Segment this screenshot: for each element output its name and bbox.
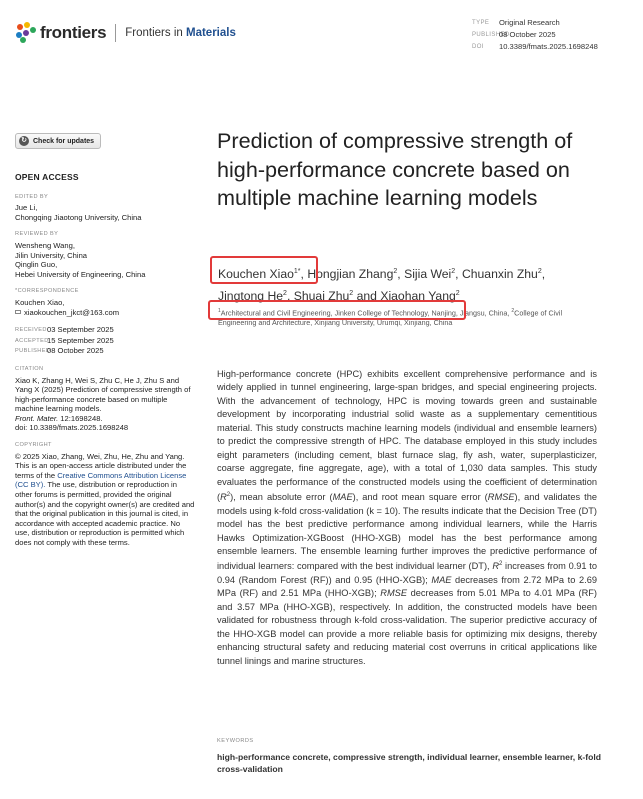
- article-title: Prediction of compressive strength of high-performance concrete based on multiple machine learning models: [217, 128, 573, 210]
- cc-license-link[interactable]: Creative Commons Attribution License (CC BY).: [15, 470, 187, 490]
- author-name[interactable]: Jingtong He: [218, 289, 284, 304]
- article-sidebar: [15, 173, 195, 556]
- citation-doi[interactable]: doi: 10.3389/fmats.2025.1698248: [15, 423, 129, 433]
- correspondence-section: [15, 287, 195, 317]
- published-label: PUBLISHED: [15, 348, 51, 355]
- received-date: 03 September 2025: [47, 325, 114, 335]
- frontiers-logo-icon: [15, 22, 37, 44]
- affiliation-2: College of Civil Engineering and Architecture, Xinjiang University, Urumqi, Xinjiang, China: [218, 308, 563, 328]
- author-sep: ,: [286, 289, 294, 304]
- author-sup: 2: [283, 290, 287, 298]
- author-name[interactable]: Kouchen Xiao: [218, 267, 294, 282]
- reviewer-name: Qinglin Guo,: [15, 260, 58, 270]
- correspondent-name: Kouchen Xiao,: [15, 297, 65, 307]
- abstract-mae: MAE: [332, 492, 353, 503]
- logo-wordmark: frontiers: [40, 23, 107, 42]
- copyright-label: COPYRIGHT: [15, 442, 52, 449]
- reviewer-affiliation: Hebei University of Engineering, China: [15, 269, 146, 279]
- reviewer-affiliation: Jilin University, China: [15, 250, 88, 260]
- abstract-rmse: RMSE: [380, 588, 408, 599]
- author-sup: 2: [537, 268, 542, 275]
- copyright-section: [15, 441, 195, 548]
- editor-name: Jue Li,: [15, 203, 38, 213]
- affiliation-1: Architectural and Civil Engineering, Jinken College of Technology, Nanjing, Jiangsu, China,: [220, 308, 512, 318]
- author-sup: 1*: [293, 268, 301, 275]
- logo-divider: [115, 24, 116, 42]
- author-name[interactable]: Shuai Zhu: [293, 289, 350, 304]
- check-updates-label: Check for updates: [33, 137, 95, 145]
- copyright-text-end: The use, distribution or reproduction in other forums is permitted, provided the original author(s) and the copyright owner(s) are credited and that the original publication in this journal is cited, in accordance with accepted academic practice. No use, distribution or reproduction is permitted which does not comply with these terms.: [15, 480, 195, 547]
- author-sep: ,: [455, 267, 462, 282]
- journal-prefix: Frontiers in: [125, 27, 183, 39]
- abstract: [217, 368, 597, 668]
- accepted-label: ACCEPTED: [15, 337, 49, 344]
- affiliation-highlight-box: [208, 300, 466, 320]
- check-for-updates-button[interactable]: [15, 133, 101, 149]
- accepted-date: 15 September 2025: [47, 335, 114, 345]
- author-sep: and: [353, 289, 381, 304]
- correspondence-label: *CORRESPONDENCE: [15, 288, 79, 295]
- abstract-text: increases from 0.91 to 0.94 (Random Forest (RF)) and 0.95 (HHO-XGB);: [217, 561, 597, 585]
- abstract-text: ), and validates the models using k-fold cross-validation (k = 10). The results indicate that the Decision Tree (DT) model has the best predictive performance among individual learners, while the Harris Hawks Optimization-XGBoost (HHO-XGB) model has the best performance among ensemble learners. The ensemble learning further improves the predictive performance of individual learners: compared with the best individual learner (DT),: [217, 492, 597, 572]
- keywords: high-performance concrete, compressive strength, individual learner, ensemble learner, k-fold cross-validation: [217, 752, 601, 774]
- journal-name: [125, 27, 236, 39]
- open-access-label: OPEN ACCESS: [15, 172, 79, 182]
- dates-section: [15, 325, 195, 357]
- author-sep: ,: [397, 267, 405, 282]
- meta-type-label: TYPE: [472, 20, 490, 26]
- article-meta: [472, 17, 598, 53]
- abstract-r2: R: [492, 561, 499, 572]
- abstract-text: ), and root mean square error (: [352, 492, 488, 503]
- citation-label: CITATION: [15, 365, 44, 372]
- author-name[interactable]: Chuanxin Zhu: [461, 267, 538, 282]
- meta-doi-value[interactable]: 10.3389/fmats.2025.1698248: [499, 42, 598, 51]
- check-updates-icon: ↻: [19, 136, 29, 146]
- author-sup: 2: [393, 268, 398, 275]
- abstract-text: decreases from 2.72 MPa to 2.69 MPa (RF) and 2.51 MPa (HHO-XGB);: [217, 574, 597, 599]
- author-sup: 2: [455, 290, 460, 298]
- mail-icon: [15, 310, 21, 314]
- author-name[interactable]: Sijia Wei: [404, 267, 452, 282]
- abstract-sup: 2: [499, 561, 503, 568]
- author-name[interactable]: Xiaohan Yang: [380, 289, 456, 304]
- abstract-r2: R: [220, 492, 227, 503]
- abstract-rmse: RMSE: [487, 492, 515, 503]
- author-sep: ,: [541, 267, 546, 282]
- editor-affiliation: Chongqing Jiaotong University, China: [15, 212, 142, 222]
- abstract-text: ), mean absolute error (: [230, 492, 333, 503]
- reviewed-by-label: REVIEWED BY: [15, 231, 59, 238]
- correspondent-email[interactable]: xiaokouchen_jkct@163.com: [24, 307, 120, 317]
- meta-type-value: Original Research: [499, 18, 560, 27]
- meta-doi-label: DOI: [472, 44, 484, 50]
- author-highlight-box: [210, 256, 318, 284]
- copyright-text: © 2025 Xiao, Zhang, Wei, Zhu, He, Zhu and Yang. This is an open-access article distributed under the terms of the: [15, 451, 187, 480]
- affil-sup: 2: [511, 308, 515, 314]
- edited-by-section: [15, 193, 195, 223]
- frontiers-logo[interactable]: [15, 22, 236, 44]
- citation-volume: 12:1698248.: [58, 413, 103, 423]
- affil-sup: 1: [218, 308, 221, 314]
- received-label: RECEIVED: [15, 327, 47, 334]
- citation-text: Xiao K, Zhang H, Wei S, Zhu C, He J, Zhu S and Yang X (2025) Prediction of compressive strength of high-performance concrete based on multiple machine learning models.: [15, 375, 191, 414]
- reviewed-by-section: [15, 230, 195, 279]
- abstract-text: High-performance concrete (HPC) exhibits excellent comprehensive performance and is widely applied in tunnel engineering, large-span bridges, and special engineering projects. With the advancement of technology, HPC is moving towards green and sustainable development by incorporating industrial solid waste as a supplementary cementitious material. This study constructs machine learning models (individual and ensemble learners) to predict the compressive strength of HPC. The database employed in this study includes eight parameters (including cement, blast furnace slag, fly ash, water, superplasticizer, coarse aggregate, fine aggregate, age), with a total of 1,030 data samples. This study evaluates the performance of the constructed models using the coefficient of determination (: [217, 369, 597, 503]
- abstract-text: decreases from 5.01 MPa to 4.01 MPa (RF) and 3.57 MPa (HHO-XGB), respectively. In addition, the constructed models have been validated for robustness through k-fold cross-validation. The superior predictive accuracy of the HHO-XGB model can provide a more reliable basis for optimizing mix designs, thereby enhancing structural safety and reducing material cost overruns in critical applications like tunnel linings and marine structures.: [217, 588, 597, 666]
- citation-section: [15, 365, 195, 433]
- meta-published-value: 08 October 2025: [499, 30, 556, 39]
- abstract-sup: 2: [226, 492, 231, 499]
- edited-by-label: EDITED BY: [15, 193, 49, 200]
- published-date: 08 October 2025: [47, 346, 104, 356]
- reviewer-name: Wensheng Wang,: [15, 240, 75, 250]
- abstract-mae: MAE: [431, 574, 452, 585]
- author-sep: ,: [300, 267, 308, 282]
- keywords-label: KEYWORDS: [217, 738, 254, 744]
- author-sup: 2: [349, 290, 354, 298]
- author-sup: 2: [451, 268, 456, 275]
- meta-published-label: PUBLISHED: [472, 32, 510, 38]
- journal-subject: Materials: [186, 27, 236, 39]
- citation-journal: Front. Mater.: [15, 413, 59, 423]
- author-name[interactable]: Hongjian Zhang: [307, 267, 394, 282]
